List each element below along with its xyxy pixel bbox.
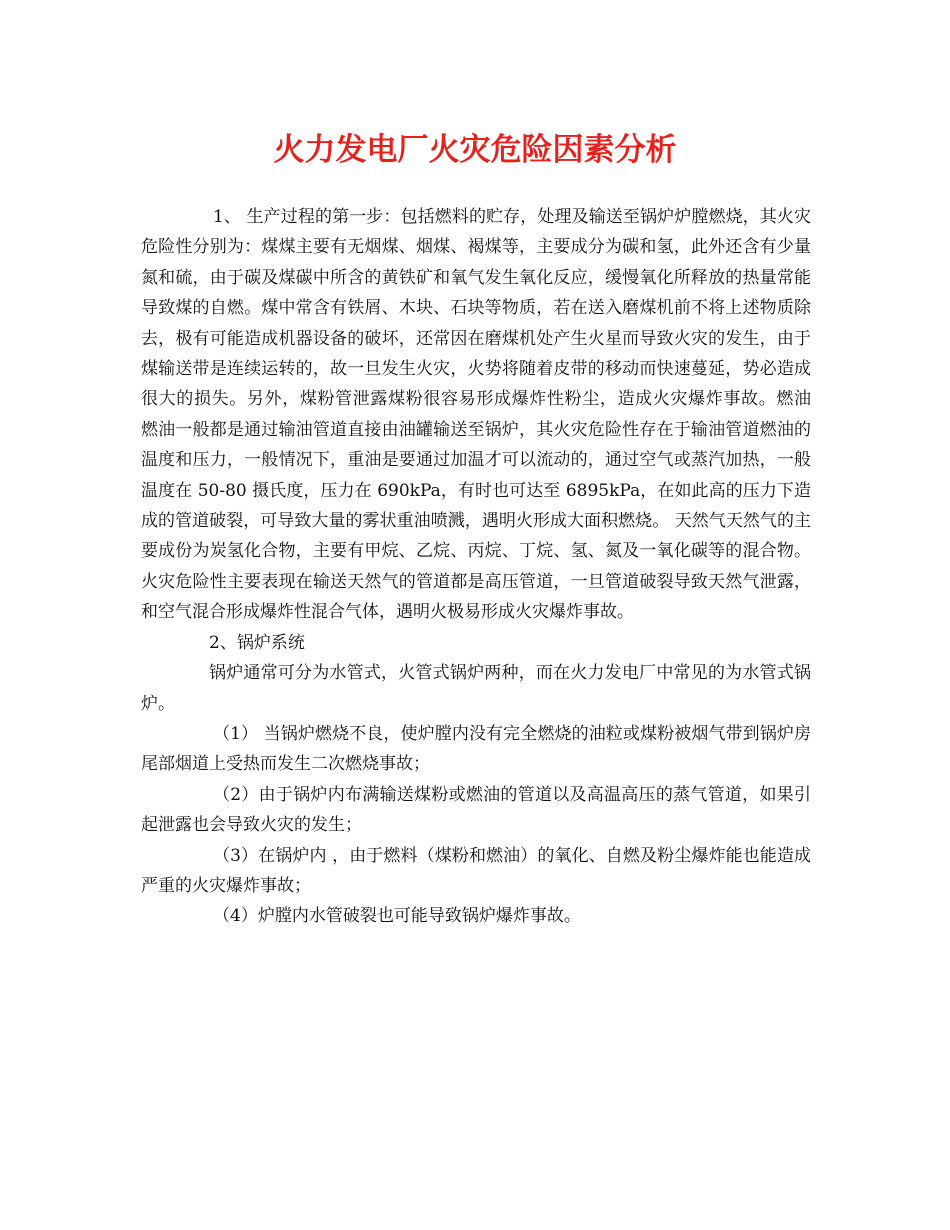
- section-heading-boiler: 2、锅炉系统: [209, 632, 305, 653]
- list-item-2: （2）由于锅炉内布满输送煤粉或燃油的管道以及高温高压的蒸气管道，如果引起泄露也会导致火灾的发生；: [141, 784, 811, 836]
- list-item-4: （4）炉膛内水管破裂也可能导致锅炉爆炸事故。: [213, 906, 581, 927]
- list-item-3: （3）在锅炉内 ，由于燃料（煤粉和燃油）的氧化、自燃及粉尘爆炸能也能造成严重的火灾爆炸事故；: [141, 845, 811, 896]
- paragraph-fuel-handling: 1、 生产过程的第一步：包括燃料的贮存，处理及输送至锅炉炉膛燃烧，其火灾危险性分别为：煤煤主要有无烟煤、烟煤、褐煤等，主要成分为碳和氢，此外还含有少量氮和硫，由于碳及煤碳中所含的黄铁矿和氧气发生氧化反应，缓慢氧化所释放的热量常能导致煤的自燃。煤中常含有铁屑、木块、石块等物质，若在送入磨煤机前不将上述物质除去，极有可能造成机器设备的破坏，还常因在磨煤机处产生火星而导致火灾的发生，由于煤输送带是连续运转的，故一旦发生火灾，火势将随着皮带的移动而快速蔓延，势必造成很大的损失。另外，煤粉管泄露煤粉很容易形成爆炸性粉尘，造成火灾爆炸事故。燃油 燃油一般都是通过输油管道直接由油罐输送至锅炉，其火灾危险性存在于输油管道燃油的温度和压力，一般情况下，重油是要通过加温才可以流动的，通过空气或蒸汽加热，一般温度在 50-80 摄氏度，压力在 690kPa，有时也可达至 6895kPa，在如此高的压力下造成的管道破裂，可导致大量的雾状重油喷溅，遇明火形成大面积燃烧。 天然气天然气的主要成份为炭氢化合物，主要有甲烷、乙烷、丙烷、丁烷、氢、氮及一氧化碳等的混合物。火灾危险性主要表现在输送天然气的管道都是高压管道，一旦管道破裂导致天然气泄露，和空气混合形成爆炸性混合气体，遇明火极易形成火灾爆炸事故。: [141, 207, 845, 623]
- list-item-1: （1） 当锅炉燃烧不良，使炉膛内没有完全燃烧的油粒或煤粉被烟气带到锅炉房尾部烟道上受热而发生二次燃烧事故；: [141, 723, 811, 775]
- document-title: 火力发电厂火灾危险因素分析: [273, 132, 677, 168]
- paragraph-boiler-types: 锅炉通常可分为水管式，火管式锅炉两种，而在火力发电厂中常见的为水管式锅炉。: [141, 663, 811, 714]
- document-body: [141, 202, 845, 932]
